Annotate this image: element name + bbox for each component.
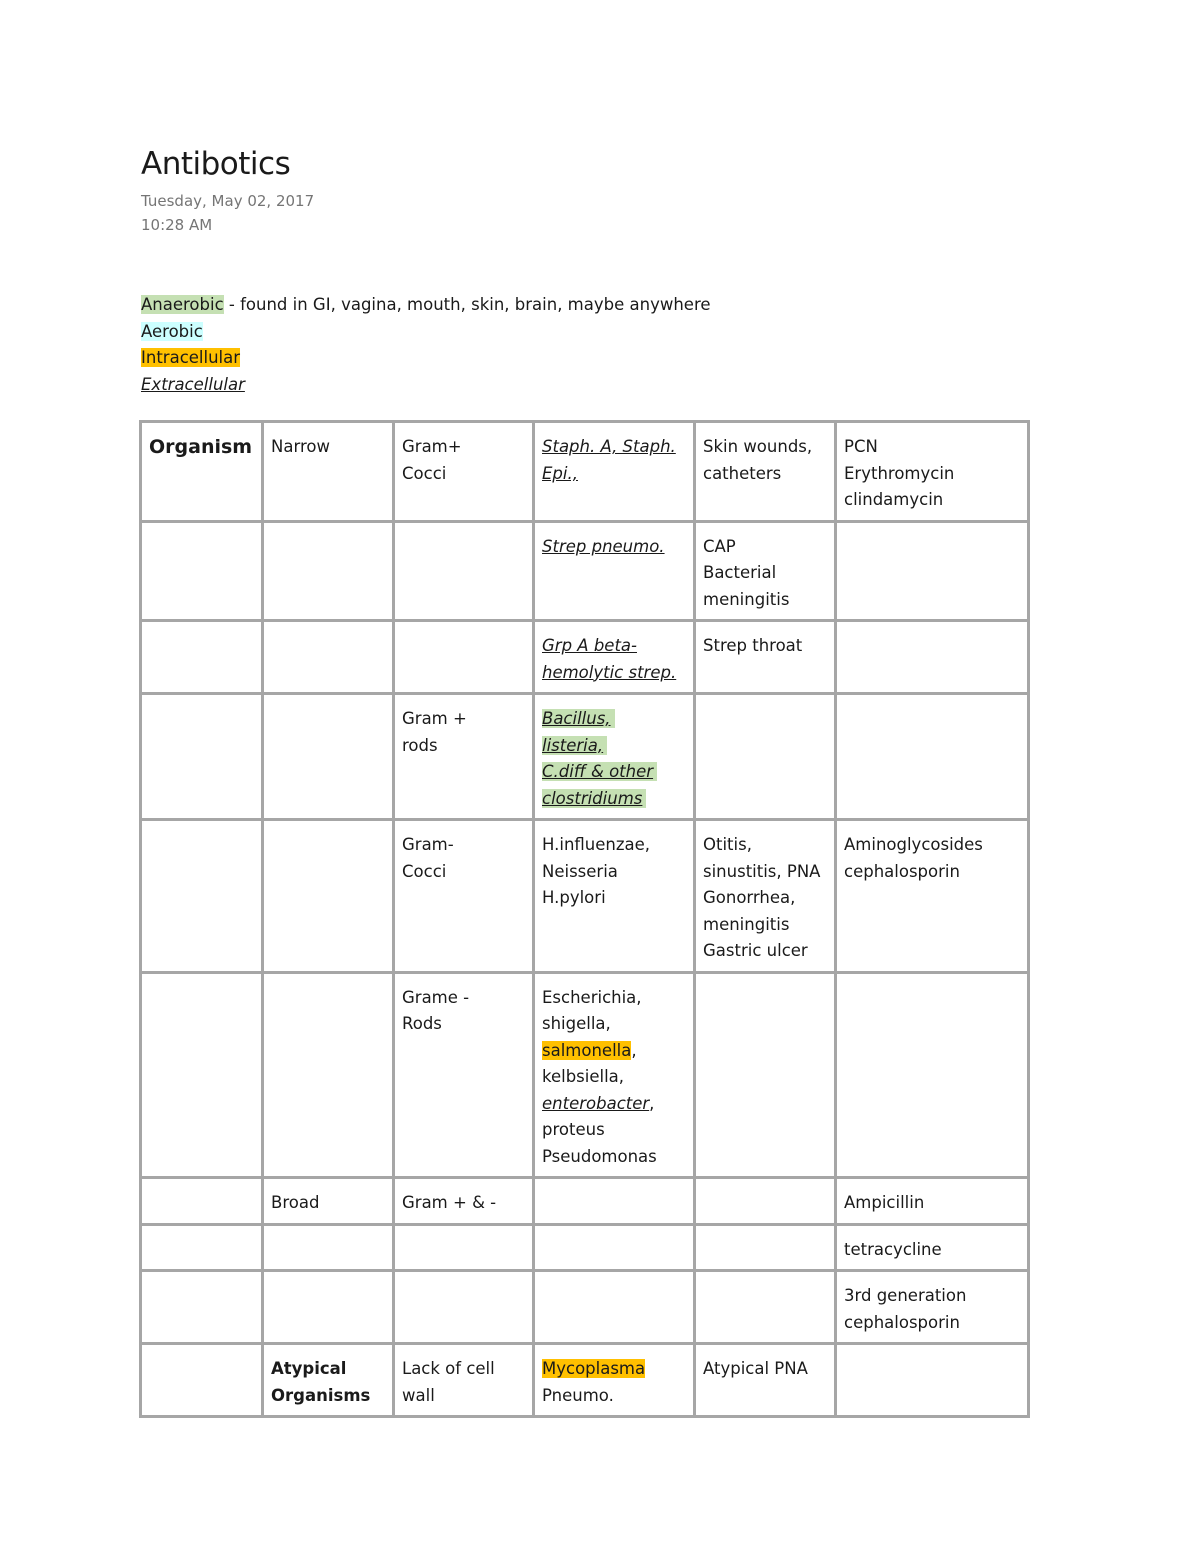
legend-anaerobic bbox=[141, 292, 711, 319]
cell-line: Aminoglycosides bbox=[844, 835, 983, 854]
table-cell bbox=[836, 621, 1029, 694]
table-cell bbox=[141, 422, 263, 522]
cell-line: meningitis bbox=[703, 589, 790, 609]
table-cell bbox=[534, 521, 695, 621]
cell-line: catheters bbox=[703, 463, 782, 483]
note-time: 10:28 AM bbox=[141, 216, 213, 234]
table-row bbox=[141, 972, 1029, 1178]
table-cell bbox=[394, 521, 534, 621]
cell-line: salmonella bbox=[542, 1040, 632, 1060]
table-cell bbox=[263, 621, 394, 694]
cell-line: cephalosporin bbox=[844, 861, 960, 881]
table-cell bbox=[263, 1271, 394, 1344]
table-cell bbox=[695, 621, 836, 694]
table-cell bbox=[695, 1344, 836, 1417]
cell-line: Cocci bbox=[402, 861, 447, 881]
table-cell bbox=[394, 1271, 534, 1344]
cell-line: Escherichia, bbox=[542, 987, 642, 1007]
spectrum-narrow: Narrow bbox=[271, 437, 330, 456]
legend-intracellular-label: Intracellular bbox=[141, 348, 241, 367]
table-cell bbox=[394, 972, 534, 1178]
cell-line: CAP bbox=[703, 536, 736, 556]
legend-anaerobic-label: Anaerobic bbox=[141, 295, 224, 314]
table-cell bbox=[695, 521, 836, 621]
table-cell bbox=[141, 1178, 263, 1225]
table-cell bbox=[534, 1344, 695, 1417]
cell-line: Rods bbox=[402, 1014, 442, 1033]
cell-line: Gram- bbox=[402, 835, 454, 854]
table-row bbox=[141, 621, 1029, 694]
table-cell bbox=[263, 521, 394, 621]
cell-line: H.influenzae, bbox=[542, 835, 651, 854]
table-cell bbox=[394, 621, 534, 694]
cell-line: Cocci bbox=[402, 463, 447, 483]
table-row bbox=[141, 422, 1029, 522]
table-cell bbox=[695, 1271, 836, 1344]
table-cell bbox=[836, 1178, 1029, 1225]
cell-line: Ampicillin bbox=[844, 1193, 925, 1212]
cell-line: Pneumo. bbox=[542, 1385, 614, 1405]
table-cell bbox=[263, 1178, 394, 1225]
page-title: Antibotics bbox=[141, 146, 291, 182]
cell-line: Pseudomonas bbox=[542, 1146, 657, 1166]
table-row bbox=[141, 1178, 1029, 1225]
cell-line: Neisseria bbox=[542, 861, 618, 881]
cell-line: shigella, bbox=[542, 1014, 611, 1033]
cell-line: Bacillus, bbox=[542, 709, 615, 728]
cell-line: Atypical bbox=[271, 1359, 347, 1378]
legend-anaerobic-note: - found in GI, vagina, mouth, skin, brain, maybe anywhere bbox=[223, 295, 711, 314]
cell-line: 3rd generation bbox=[844, 1286, 967, 1305]
cell-line: Staph. A, Staph. bbox=[542, 437, 676, 456]
table-cell bbox=[534, 1224, 695, 1271]
cell-line: Strep pneumo. bbox=[542, 536, 665, 556]
legend-aerobic bbox=[141, 319, 711, 346]
table-cell bbox=[534, 1271, 695, 1344]
table-cell bbox=[836, 521, 1029, 621]
table-cell bbox=[263, 972, 394, 1178]
table-cell bbox=[836, 1344, 1029, 1417]
cell-line: Organisms bbox=[271, 1385, 371, 1405]
cell-line: Mycoplasma bbox=[542, 1359, 646, 1378]
cell-line: H.pylori bbox=[542, 888, 606, 907]
table-cell bbox=[394, 422, 534, 522]
table-cell bbox=[534, 972, 695, 1178]
organism-header: Organism bbox=[149, 436, 253, 458]
table-cell bbox=[534, 1178, 695, 1225]
table-cell bbox=[534, 621, 695, 694]
table-cell bbox=[695, 422, 836, 522]
table-cell bbox=[141, 972, 263, 1178]
table-cell bbox=[141, 820, 263, 973]
table-cell bbox=[394, 1224, 534, 1271]
table-row bbox=[141, 1344, 1029, 1417]
cell-line: rods bbox=[402, 735, 438, 755]
table-cell bbox=[836, 1224, 1029, 1271]
table-cell bbox=[394, 694, 534, 820]
table-cell bbox=[695, 694, 836, 820]
cell-line: kelbsiella, bbox=[542, 1067, 625, 1086]
table-cell bbox=[141, 1271, 263, 1344]
legend-extracellular bbox=[141, 372, 711, 399]
table-cell bbox=[394, 820, 534, 973]
cell-line: meningitis bbox=[703, 914, 790, 934]
table-cell bbox=[695, 1178, 836, 1225]
table-cell bbox=[263, 422, 394, 522]
cell-line: sinustitis, PNA bbox=[703, 861, 821, 881]
table-cell bbox=[263, 1224, 394, 1271]
cell-line: Grp A beta- bbox=[542, 636, 637, 655]
antibiotics-table bbox=[139, 420, 1030, 1418]
table-row bbox=[141, 521, 1029, 621]
cell-line: Lack of cell bbox=[402, 1359, 495, 1378]
table-cell bbox=[141, 1344, 263, 1417]
cell-line: wall bbox=[402, 1385, 435, 1405]
cell-line: Otitis, bbox=[703, 835, 752, 854]
cell-line: listeria, bbox=[542, 736, 607, 755]
cell-line: clindamycin bbox=[844, 490, 944, 509]
cell-line: Gram+ bbox=[402, 437, 462, 456]
cell-line: Bacterial bbox=[703, 563, 777, 582]
cell-line: , bbox=[631, 1040, 637, 1060]
cell-line: hemolytic strep. bbox=[542, 662, 677, 682]
cell-line: Atypical PNA bbox=[703, 1359, 808, 1378]
table-cell bbox=[141, 694, 263, 820]
table-row bbox=[141, 1271, 1029, 1344]
table-cell bbox=[263, 820, 394, 973]
cell-line: C.diff & other bbox=[542, 762, 657, 781]
cell-line: Epi., bbox=[542, 463, 578, 483]
cell-line: Skin wounds, bbox=[703, 437, 813, 456]
table-cell bbox=[534, 694, 695, 820]
cell-line: Strep throat bbox=[703, 636, 803, 655]
table-cell bbox=[836, 694, 1029, 820]
table-cell bbox=[695, 972, 836, 1178]
table-cell bbox=[836, 422, 1029, 522]
table-cell bbox=[394, 1178, 534, 1225]
legend-aerobic-label: Aerobic bbox=[141, 321, 203, 341]
cell-line: , bbox=[649, 1093, 655, 1113]
legend-extracellular-label: Extracellular bbox=[141, 374, 245, 394]
cell-line: PCN bbox=[844, 437, 878, 456]
table-cell bbox=[695, 1224, 836, 1271]
cell-line: Gastric ulcer bbox=[703, 941, 808, 960]
table-row bbox=[141, 1224, 1029, 1271]
cell-line: Gram + & - bbox=[402, 1193, 497, 1212]
legend-intracellular bbox=[141, 345, 711, 372]
cell-line: Gonorrhea, bbox=[703, 888, 796, 907]
cell-line: Gram + bbox=[402, 709, 467, 728]
spectrum-broad: Broad bbox=[271, 1193, 320, 1212]
legend bbox=[141, 292, 711, 398]
table-cell bbox=[141, 621, 263, 694]
table-cell bbox=[836, 1271, 1029, 1344]
table-cell bbox=[141, 1224, 263, 1271]
cell-line: clostridiums bbox=[542, 789, 646, 808]
cell-line: Grame - bbox=[402, 987, 470, 1007]
table-cell bbox=[263, 694, 394, 820]
table-cell bbox=[263, 1344, 394, 1417]
cell-line: Erythromycin bbox=[844, 463, 955, 483]
cell-line: cephalosporin bbox=[844, 1312, 960, 1332]
table-cell bbox=[836, 972, 1029, 1178]
table-cell bbox=[534, 422, 695, 522]
table-cell bbox=[394, 1344, 534, 1417]
table-cell bbox=[695, 820, 836, 973]
table-cell bbox=[836, 820, 1029, 973]
cell-line: tetracycline bbox=[844, 1239, 942, 1259]
cell-line: enterobacter bbox=[542, 1093, 650, 1113]
note-date: Tuesday, May 02, 2017 bbox=[141, 192, 315, 210]
table-cell bbox=[534, 820, 695, 973]
table-row bbox=[141, 820, 1029, 973]
cell-line: proteus bbox=[542, 1120, 605, 1139]
table-row bbox=[141, 694, 1029, 820]
table-cell bbox=[141, 521, 263, 621]
